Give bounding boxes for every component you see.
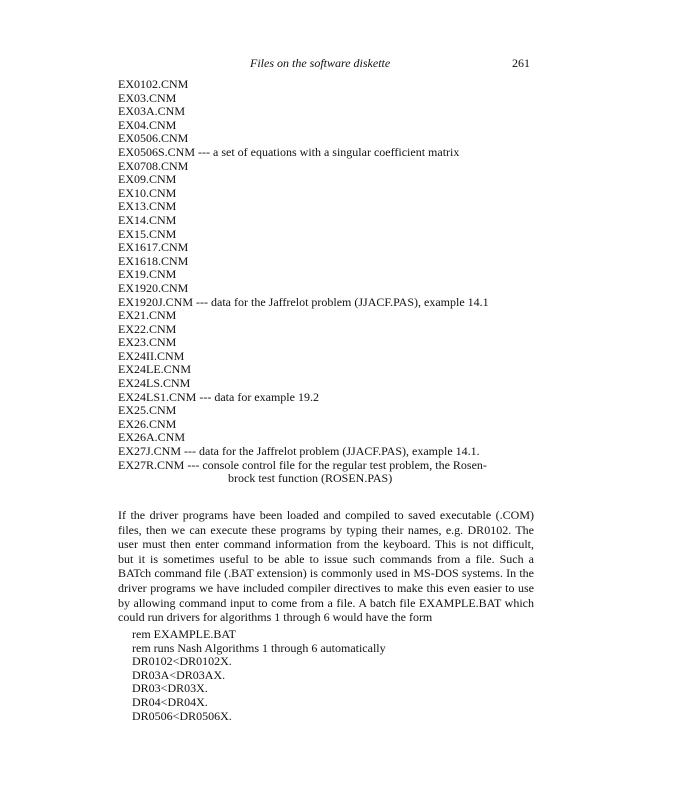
file-list-item [118,282,548,296]
file-name: EX24LE.CNM [118,362,191,377]
file-name: EX10.CNM [118,185,177,200]
file-name: EX03.CNM [118,90,177,105]
file-name: EX03A.CNM [118,104,186,119]
file-name: EX0102.CNM [118,77,189,91]
file-name: EX27J.CNM [118,444,182,459]
file-name: EX24LS1.CNM [118,389,197,404]
file-list-item [118,363,548,377]
page-header [0,56,685,70]
batch-line: DR04<DR04X. [132,694,208,709]
file-list-item [118,255,548,269]
file-description: --- a set of equations with a singular coefficient matrix [198,144,460,159]
file-name: EX14.CNM [118,212,177,227]
batch-file-listing [132,628,386,723]
file-name: EX1617.CNM [118,240,189,255]
file-name: EX23.CNM [118,335,177,350]
file-name: EX26A.CNM [118,430,186,445]
file-name: EX0506.CNM [118,131,189,146]
running-title: Files on the software diskette [250,56,391,70]
file-list-item [118,187,548,201]
file-name: EX0708.CNM [118,158,189,173]
file-description: --- data for example 19.2 [199,389,319,404]
batch-line: DR03A<DR03AX. [132,667,226,682]
file-list-item [118,418,548,432]
file-name: EX15.CNM [118,226,177,241]
file-list-item [118,173,548,187]
file-name: EX04.CNM [118,117,177,132]
file-list-item [118,160,548,174]
file-list-item [118,105,548,119]
file-name: EX09.CNM [118,172,177,187]
file-list-item [118,431,548,445]
file-name: EX26.CNM [118,416,177,431]
file-name: EX22.CNM [118,321,177,336]
body-paragraph: If the driver programs have been loaded and compiled to saved executable (.COM) files, then we can execute these programs by typing their names, e.g. DR0102. The user must then enter command information from the keyboard. This is not difficult, but it is sometimes useful to be able to issue such commands from a file. Such a BATch command file (.BAT extension) is commonly used in MS-DOS systems. In the driver programs we have included compiler directives to make this even easier to use by allowing command input to come from a file. A batch file EXAMPLE.BAT which could run drivers for algorithms 1 through 6 would have the form [118,508,534,625]
file-name: EX1920J.CNM [118,294,194,309]
file-name: EX21.CNM [118,308,177,323]
file-description: --- data for the Jaffrelot problem (JJACF.PAS), example 14.1. [184,444,480,459]
file-name: EX1618.CNM [118,253,189,268]
file-list-item [118,268,548,282]
file-list-item [118,146,548,160]
file-name: EX25.CNM [118,403,177,418]
file-list-item [118,241,548,255]
file-list-item [118,445,548,459]
batch-line: rem EXAMPLE.BAT [132,627,236,641]
file-list-item [118,377,548,391]
file-name: EX24LS.CNM [118,376,191,391]
file-list-item [118,200,548,214]
file-list-item [118,391,548,405]
file-list-item [118,228,548,242]
file-list-item [118,132,548,146]
file-list-item [118,92,548,106]
file-list-item [118,336,548,350]
file-list-item [118,404,548,418]
file-name: EX27R.CNM [118,457,185,472]
batch-line: DR03<DR03X. [132,681,208,696]
batch-line: DR0506<DR0506X. [132,708,232,723]
file-list-item [118,214,548,228]
batch-line: rem runs Nash Algorithms 1 through 6 automatically [132,640,386,655]
file-list-item [118,78,548,92]
page-number: 261 [512,56,530,70]
file-name: EX13.CNM [118,199,177,214]
file-description-continued: brock test function (ROSEN.PAS) [228,471,393,486]
file-name: EX0506S.CNM [118,144,196,159]
file-list-item [118,119,548,133]
file-list [118,78,548,486]
file-list-item [118,296,548,310]
file-list-item [118,350,548,364]
file-name: EX1920.CNM [118,280,189,295]
file-description: --- data for the Jaffrelot problem (JJACF.PAS), example 14.1 [196,294,489,309]
file-name: EX19.CNM [118,267,177,282]
file-list-item [118,309,548,323]
file-description: --- console control file for the regular test problem, the Rosen- [187,457,487,472]
file-list-item [118,323,548,337]
batch-line: DR0102<DR0102X. [132,654,232,669]
file-list-item [118,459,548,486]
file-name: EX24II.CNM [118,348,185,363]
